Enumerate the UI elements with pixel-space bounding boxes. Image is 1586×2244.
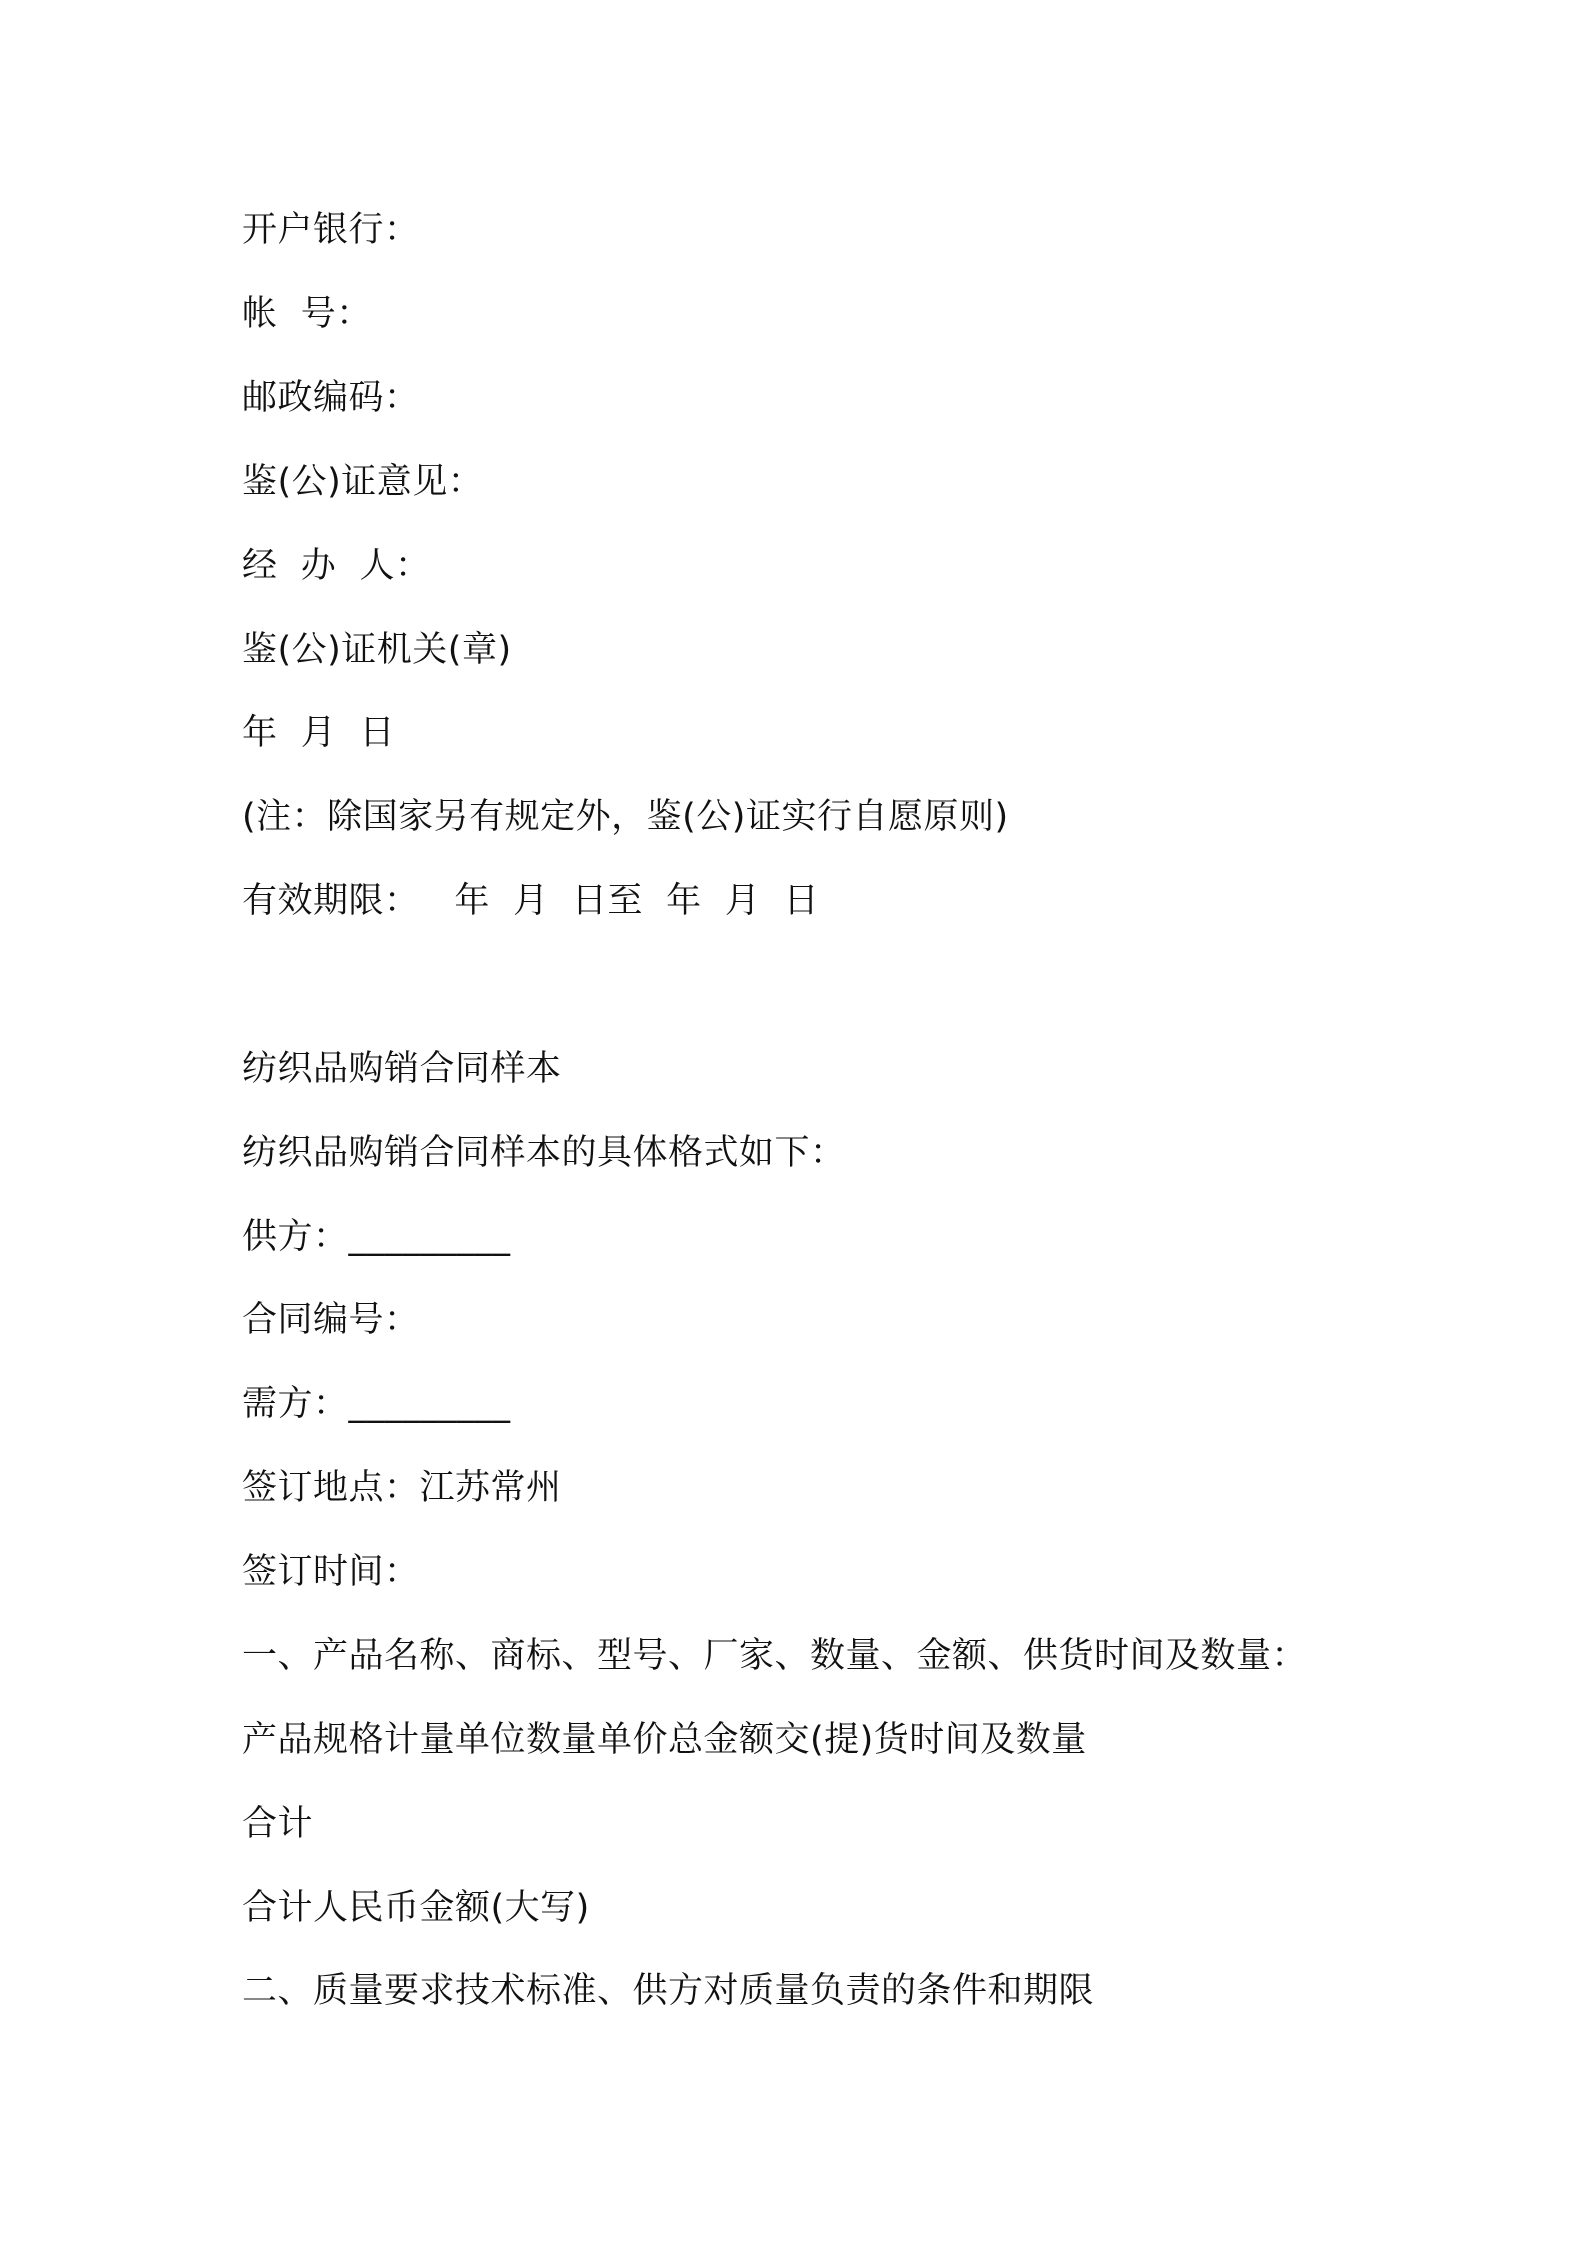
total-rmb-label: 合计人民币金额(大写) xyxy=(242,1888,590,1928)
handler-label: 经 办 人： xyxy=(242,546,431,586)
notarization-note: (注：除国家另有规定外，鉴(公)证实行自愿原则) xyxy=(242,797,1009,837)
contract-intro: 纺织品购销合同样本的具体格式如下： xyxy=(242,1133,846,1173)
signing-time-field: 签订时间： xyxy=(242,1552,420,1592)
notary-authority-seal-label: 鉴(公)证机关(章) xyxy=(242,630,512,670)
buyer-field: 需方：_________ xyxy=(242,1384,511,1424)
account-number-label: 帐 号： xyxy=(242,294,372,334)
date-line: 年 月 日 xyxy=(242,713,396,753)
contract-number-field: 合同编号： xyxy=(242,1300,420,1340)
product-table-header: 产品规格计量单位数量单价总金额交(提)货时间及数量 xyxy=(242,1720,1087,1760)
section-two-heading: 二、质量要求技术标准、供方对质量负责的条件和期限 xyxy=(242,1971,1095,2011)
total-label: 合计 xyxy=(242,1804,314,1844)
validity-period-line: 有效期限： 年 月 日至 年 月 日 xyxy=(242,881,820,921)
signing-location-field: 签订地点：江苏常州 xyxy=(242,1468,562,1508)
contract-title: 纺织品购销合同样本 xyxy=(242,1049,562,1089)
bank-label: 开户银行： xyxy=(242,210,420,250)
notarization-opinion-label: 鉴(公)证意见： xyxy=(242,462,484,502)
supplier-field: 供方：_________ xyxy=(242,1217,511,1257)
postal-code-label: 邮政编码： xyxy=(242,378,420,418)
section-one-heading: 一、产品名称、商标、型号、厂家、数量、金额、供货时间及数量： xyxy=(242,1636,1308,1676)
